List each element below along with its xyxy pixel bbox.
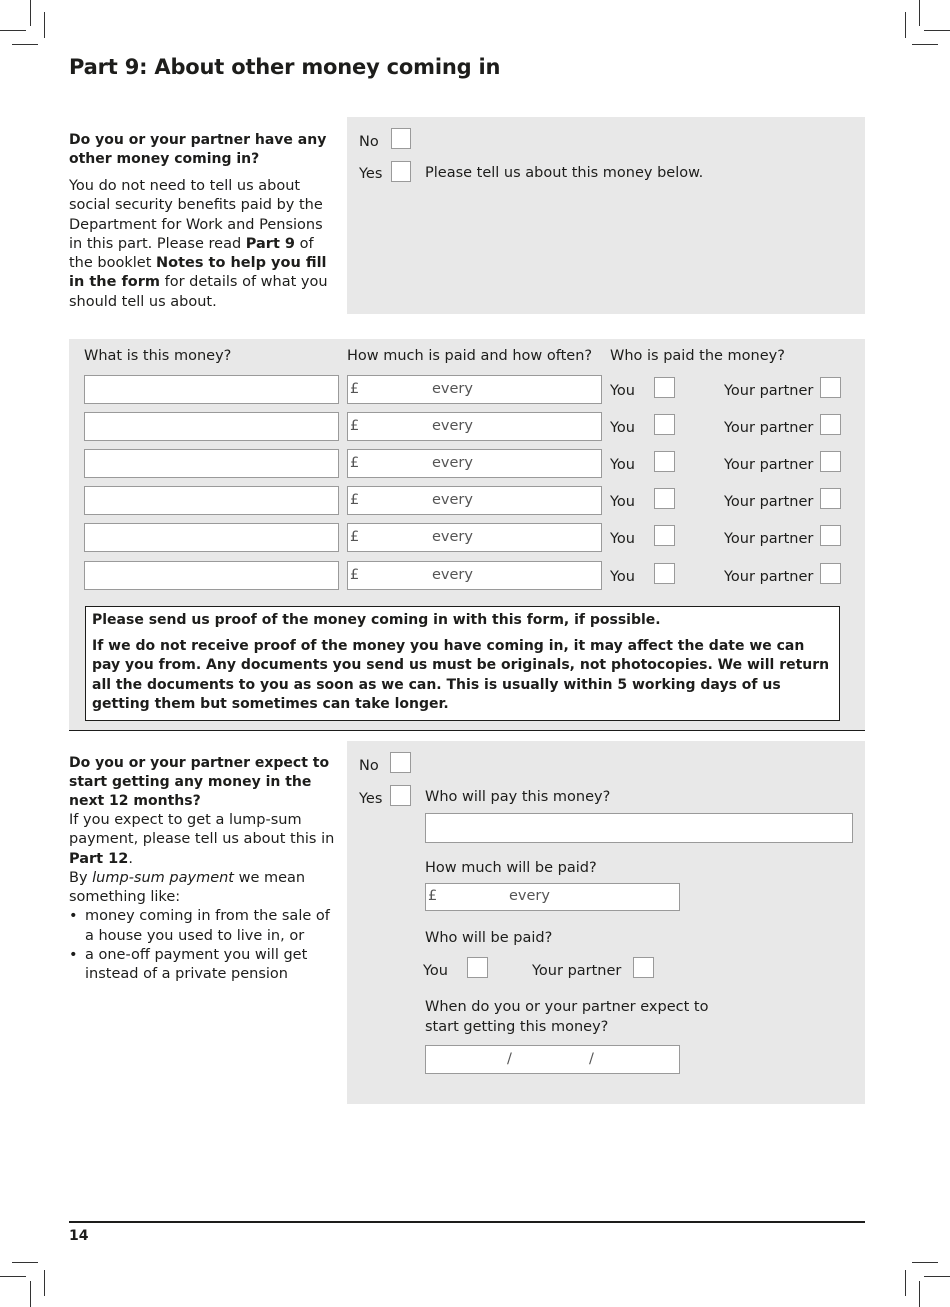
every-label: every [432,381,473,397]
pound-sign: £ [350,381,360,397]
start-date-input[interactable] [425,1045,680,1074]
every-label: every [432,455,473,471]
crop-mark [912,44,938,45]
crop-mark [919,0,920,26]
row-partner-label: Your partner [724,569,814,585]
row-partner-checkbox[interactable] [820,563,841,584]
every-label: every [432,567,473,583]
crop-mark [12,44,38,45]
q2-yes-label: Yes [359,791,383,807]
notice-line-2: If we do not receive proof of the money you have coming in, it may affect the date we can pay you from. Any documents you send us must be originals, not photocopies. We will return all the documents to you as soon as we can. This is usually within 5 working days of us getting them but sometimes can take longer. [92,638,830,712]
row-you-checkbox[interactable] [654,377,675,398]
how-much-label: How much will be paid? [425,860,597,876]
q2-partner-checkbox[interactable] [633,957,654,978]
row-partner-label: Your partner [724,531,814,547]
money-type-input[interactable] [84,412,339,441]
pound-sign: £ [350,529,360,545]
q1-answer-panel [347,117,865,314]
money-amount-input[interactable] [347,561,602,590]
crop-mark [44,1270,45,1296]
q2-question: Do you or your partner expect to start getting any money in the next 12 months? [69,755,330,809]
header-what-money: What is this money? [84,348,232,364]
q2-description [69,754,337,985]
money-amount-input[interactable] [347,375,602,404]
q2-no-label: No [359,758,379,774]
q1-yes-label: Yes [359,166,383,182]
money-type-input[interactable] [84,449,339,478]
q1-description [69,131,331,312]
q2-answer-panel [347,741,865,1104]
money-amount-input[interactable] [347,449,602,478]
row-partner-checkbox[interactable] [820,414,841,435]
every-label: every [432,418,473,434]
crop-mark [905,1270,906,1296]
row-you-checkbox[interactable] [654,414,675,435]
row-you-checkbox[interactable] [654,451,675,472]
row-you-label: You [610,569,635,585]
money-type-input[interactable] [84,375,339,404]
date-separator: / [507,1051,512,1067]
q2-bullets [69,907,337,984]
q2-yes-checkbox[interactable] [390,785,411,806]
pound-sign: £ [350,567,360,583]
bullet-item: • a one-off payment you will get instead of a private pension [69,946,337,985]
row-partner-checkbox[interactable] [820,488,841,509]
date-separator: / [589,1051,594,1067]
q2-you-checkbox[interactable] [467,957,488,978]
who-pays-label: Who will pay this money? [425,789,611,805]
row-you-label: You [610,494,635,510]
crop-mark [919,1281,920,1307]
q2-body-2: By lump-sum payment we mean something like: [69,869,306,906]
pound-sign: £ [428,888,438,904]
crop-mark [905,12,906,38]
money-amount-input[interactable] [347,523,602,552]
row-partner-label: Your partner [724,420,814,436]
money-type-input[interactable] [84,523,339,552]
section-divider [69,730,865,731]
row-you-checkbox[interactable] [654,488,675,509]
row-partner-checkbox[interactable] [820,451,841,472]
q1-yes-checkbox[interactable] [391,161,411,182]
row-partner-checkbox[interactable] [820,377,841,398]
row-you-label: You [610,383,635,399]
row-you-label: You [610,531,635,547]
row-partner-label: Your partner [724,383,814,399]
crop-mark [44,12,45,38]
q1-body: You do not need to tell us about social security benefits paid by the Department for Work and Pensions in this part. Please read Part 9 of the booklet Notes to help you fill in the form for details of what you should tell us about. [69,178,328,310]
money-amount-input[interactable] [347,486,602,515]
page-title: Part 9: About other money coming in [69,55,501,79]
every-label: every [432,529,473,545]
pound-sign: £ [350,418,360,434]
crop-mark [912,1262,938,1263]
q1-no-label: No [359,134,379,150]
when-label: When do you or your partner expect to start getting this money? [425,999,709,1035]
row-you-label: You [610,420,635,436]
notice-line-1: Please send us proof of the money coming in with this form, if possible. [92,612,661,628]
q1-no-checkbox[interactable] [391,128,411,149]
row-partner-label: Your partner [724,457,814,473]
q1-question: Do you or your partner have any other money coming in? [69,132,327,167]
crop-mark [30,0,31,26]
pound-sign: £ [350,492,360,508]
header-who-paid: Who is paid the money? [610,348,785,364]
who-paid-label: Who will be paid? [425,930,553,946]
crop-mark [12,1262,38,1263]
header-how-much: How much is paid and how often? [347,348,593,364]
row-you-label: You [610,457,635,473]
row-you-checkbox[interactable] [654,525,675,546]
money-type-input[interactable] [84,561,339,590]
q1-yes-hint: Please tell us about this money below. [425,165,704,181]
row-you-checkbox[interactable] [654,563,675,584]
row-partner-checkbox[interactable] [820,525,841,546]
footer-rule [69,1221,865,1223]
money-type-input[interactable] [84,486,339,515]
crop-mark [0,30,26,31]
page-number: 14 [69,1228,89,1244]
q2-amount-input[interactable] [425,883,680,911]
crop-mark [30,1281,31,1307]
bullet-item: • money coming in from the sale of a house you used to live in, or [69,907,337,946]
money-amount-input[interactable] [347,412,602,441]
proof-notice [85,606,840,721]
every-label: every [432,492,473,508]
q2-no-checkbox[interactable] [390,752,411,773]
crop-mark [924,1276,950,1277]
crop-mark [924,30,950,31]
q2-partner-label: Your partner [532,963,622,979]
every-label: every [509,888,550,904]
row-partner-label: Your partner [724,494,814,510]
q2-you-label: You [423,963,448,979]
pound-sign: £ [350,455,360,471]
who-pays-input[interactable] [425,813,853,843]
q2-body-1: If you expect to get a lump-sum payment, please tell us about this in Part 12. [69,812,335,867]
crop-mark [0,1276,26,1277]
